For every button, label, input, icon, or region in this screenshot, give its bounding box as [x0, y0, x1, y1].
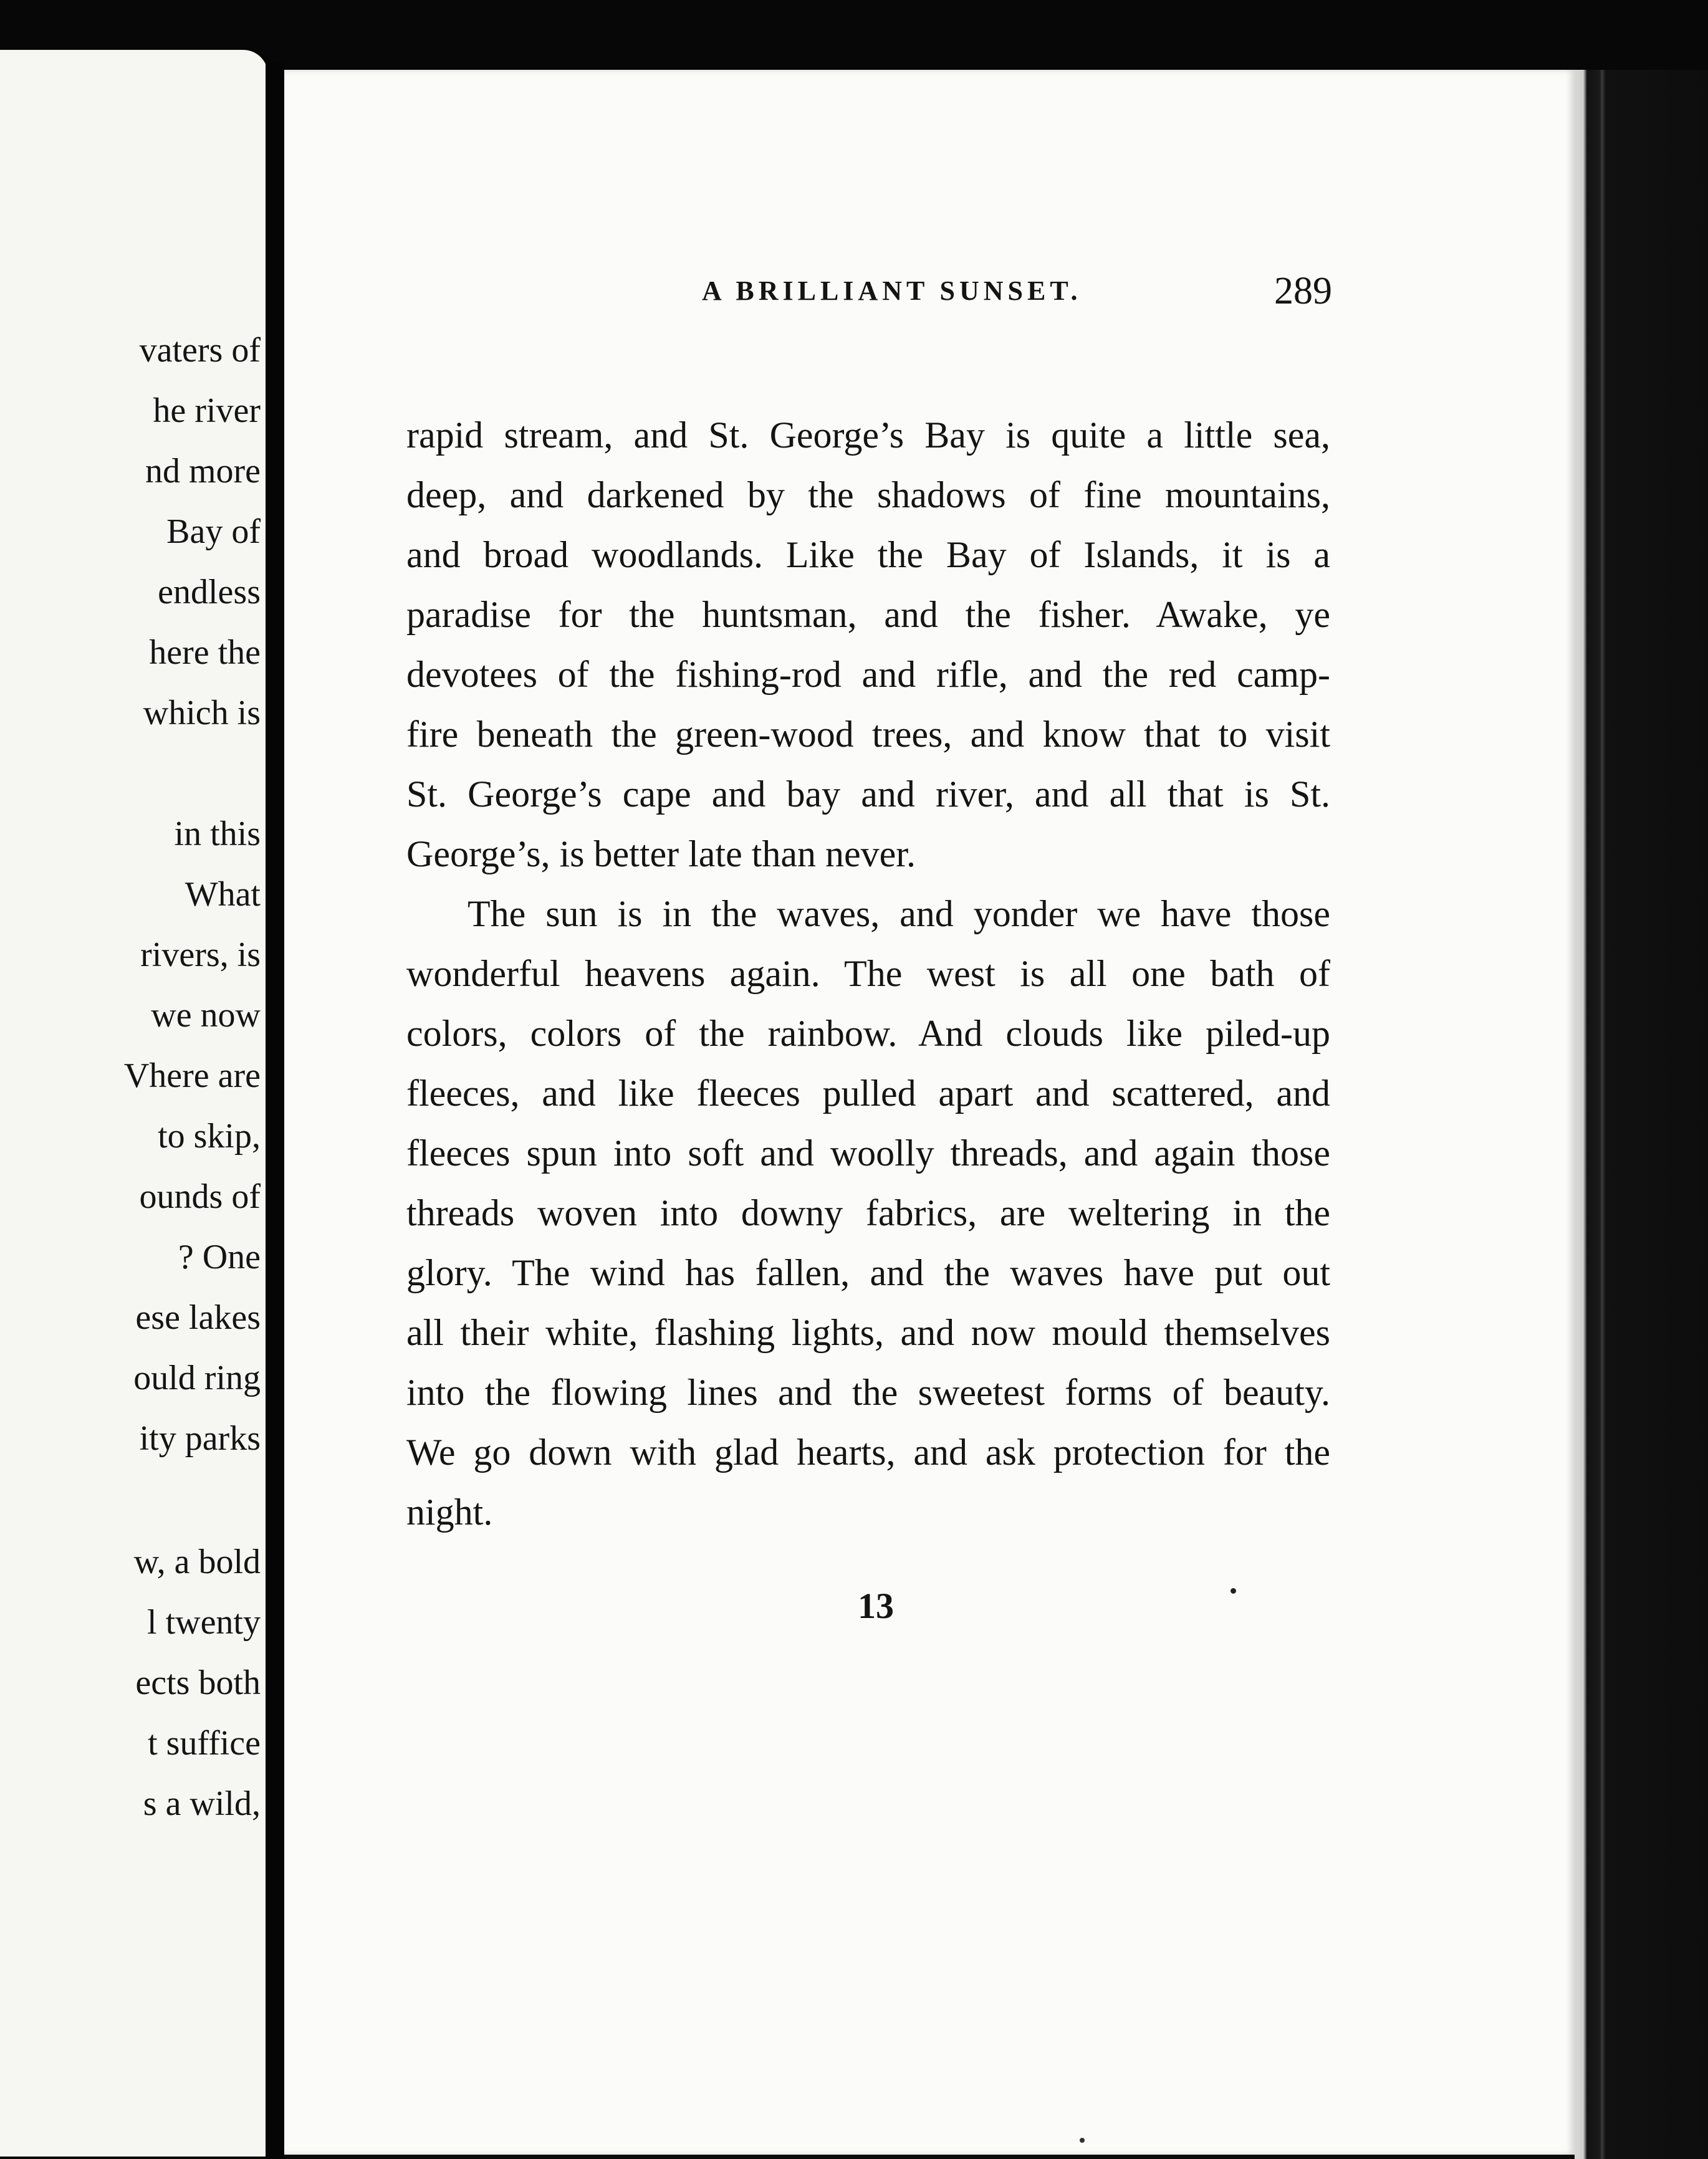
left-line: which is [143, 694, 261, 732]
book-gutter [266, 62, 284, 2159]
text-line: fleeces, and like fleeces pulled apart and scattered, and [406, 1073, 1330, 1114]
left-line: endless [158, 573, 261, 611]
text-line: We go down with glad hearts, and ask protection for the [406, 1432, 1330, 1473]
left-line: ects both [135, 1664, 261, 1702]
body-text [406, 405, 1616, 1542]
left-line: to skip, [158, 1117, 261, 1156]
book-page [284, 70, 1575, 2155]
left-line: ounds of [139, 1177, 261, 1216]
left-line: Bay of [166, 512, 261, 551]
left-line: vaters of [139, 331, 261, 370]
text-line: wonderful heavens again. The west is all one bath of [406, 953, 1330, 994]
left-line: ould ring [133, 1359, 261, 1397]
running-head-title: A BRILLIANT SUNSET. [702, 275, 1082, 306]
ink-dot [1080, 2138, 1085, 2143]
text-line: all their white, flashing lights, and now mould themselves [406, 1312, 1330, 1353]
text-line: deep, and darkened by the shadows of fine mountains, [406, 474, 1330, 515]
text-line: paradise for the huntsman, and the fisher. Awake, ye [406, 594, 1330, 635]
left-line: ese lakes [135, 1298, 261, 1337]
text-line: fire beneath the green-wood trees, and know that to visit [406, 714, 1330, 755]
left-line: l twenty [147, 1603, 261, 1642]
page-number: 289 [1274, 270, 1332, 312]
left-line: he river [153, 391, 261, 430]
text-line: St. George’s cape and bay and river, and all that is St. [406, 773, 1330, 815]
left-line: ity parks [139, 1419, 261, 1458]
facing-page-fragment [0, 50, 268, 2157]
left-line: nd more [145, 452, 261, 491]
left-line: here the [149, 633, 261, 672]
left-line: What [185, 875, 261, 914]
signature-mark: 13 [858, 1586, 894, 1626]
text-line: and broad woodlands. Like the Bay of Islands, it is a [406, 534, 1330, 575]
left-line: in this [174, 815, 261, 853]
text-line: George’s, is better late than never. [406, 833, 916, 874]
text-line: glory. The wind has fallen, and the waves have put out [406, 1252, 1330, 1293]
text-line: night. [406, 1491, 493, 1533]
text-line: rapid stream, and St. George’s Bay is quite a little sea, [406, 414, 1330, 456]
left-line: rivers, is [140, 936, 261, 974]
left-line: w, a bold [133, 1543, 261, 1581]
text-line: devotees of the fishing-rod and rifle, and the red camp- [406, 654, 1330, 695]
text-line: into the flowing lines and the sweetest forms of beauty. [406, 1372, 1330, 1413]
text-line: threads woven into downy fabrics, are weltering in the [406, 1192, 1330, 1233]
left-line: Vhere are [123, 1056, 261, 1095]
left-line: s a wild, [143, 1784, 261, 1823]
text-line: fleeces spun into soft and woolly threads, and again those [406, 1132, 1330, 1174]
left-line: we now [151, 996, 261, 1035]
ink-dot [1231, 1588, 1236, 1594]
left-line: t suffice [148, 1724, 261, 1763]
text-line: colors, colors of the rainbow. And clouds like piled-up [406, 1013, 1330, 1054]
running-head [284, 257, 1575, 325]
text-line: The sun is in the waves, and yonder we have those [468, 893, 1330, 934]
left-line: ? One [178, 1238, 261, 1276]
page-edge-and-binding [1575, 70, 1708, 2159]
